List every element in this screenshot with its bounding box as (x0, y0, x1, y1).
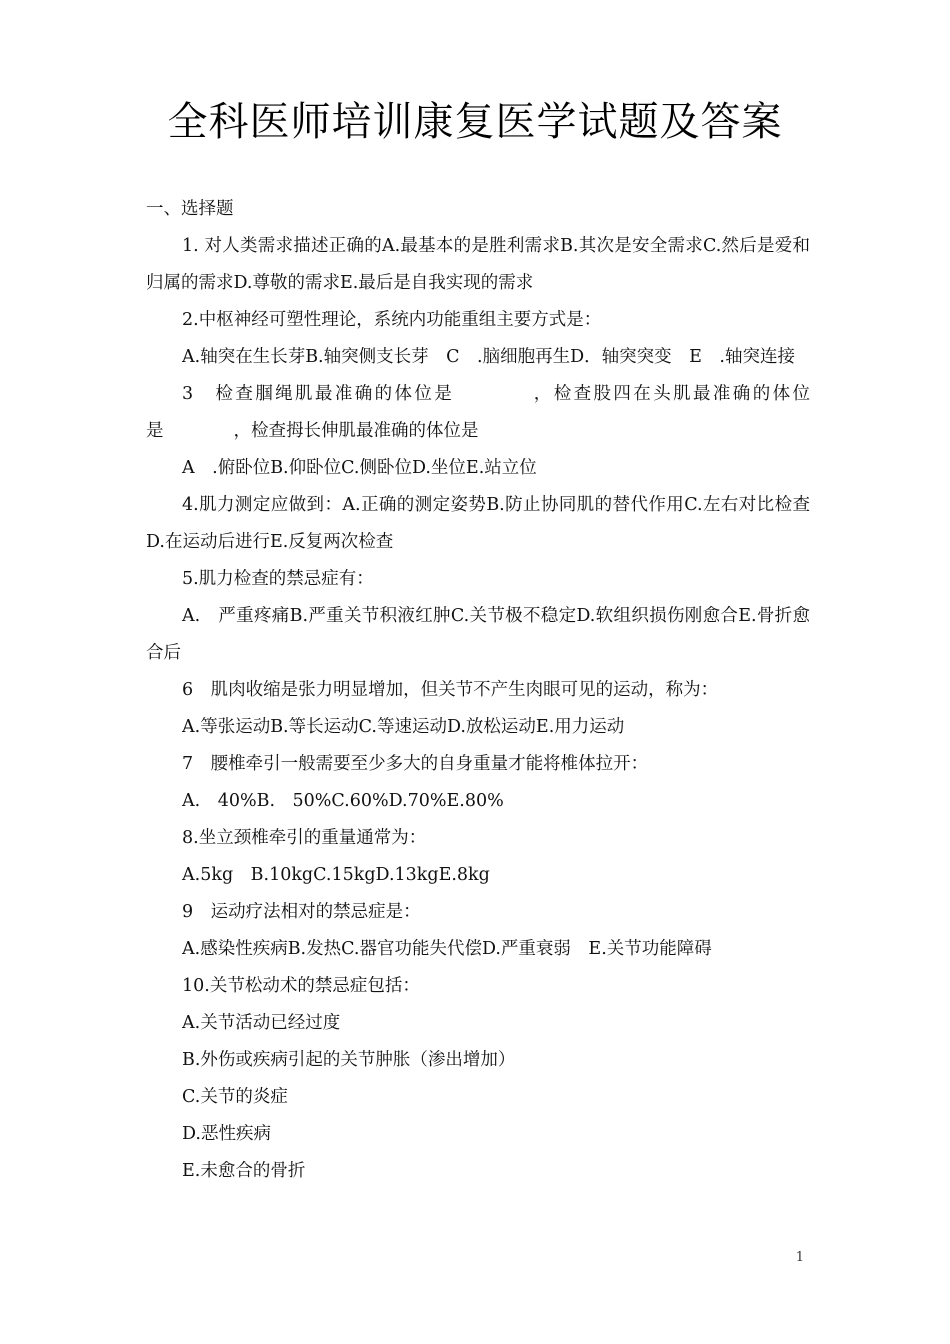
question-9-options: A.感染性疾病B.发热C.器官功能失代偿D.严重衰弱 E.关节功能障碍 (182, 939, 712, 959)
question-9: 9 运动疗法相对的禁忌症是： (182, 902, 421, 922)
question-10-option-b: B.外伤或疾病引起的关节肿胀（渗出增加） (182, 1050, 516, 1070)
section-heading: 一、选择题 (146, 199, 234, 219)
question-6: 6 肌肉收缩是张力明显增加，但关节不产生肉眼可见的运动，称为： (182, 680, 719, 700)
document-body (146, 191, 810, 1190)
question-10: 10.关节松动术的禁忌症包括： (182, 976, 420, 996)
question-10-option-d: D.恶性疾病 (182, 1124, 271, 1144)
question-10-option-e: E.未愈合的骨折 (182, 1161, 306, 1181)
question-3-options: A .俯卧位B.仰卧位C.侧卧位D.坐位E.站立位 (182, 458, 537, 478)
question-10-option-c: C.关节的炎症 (182, 1087, 288, 1107)
question-7: 7 腰椎牵引一般需要至少多大的自身重量才能将椎体拉开： (182, 754, 649, 774)
question-1: 1. 对人类需求描述正确的A.最基本的是胜利需求B.其次是安全需求C.然后是爱和归属的需求D.尊敬的需求E.最后是自我实现的需求 (146, 236, 810, 293)
question-5: 5.肌力检查的禁忌症有： (182, 569, 374, 589)
question-7-options: A. 40%B. 50%C.60%D.70%E.80% (182, 791, 504, 811)
question-5-options: A. 严重疼痛B.严重关节积液红肿C.关节极不稳定D.软组织损伤刚愈合E.骨折愈合后 (146, 606, 810, 663)
question-6-options: A.等张运动B.等长运动C.等速运动D.放松运动E.用力运动 (182, 717, 625, 737)
question-2: 2.中枢神经可塑性理论，系统内功能重组主要方式是： (182, 310, 602, 330)
question-4: 4.肌力测定应做到：A.正确的测定姿势B.防止协同肌的替代作用C.左右对比检查D.在运动后进行E.反复两次检查 (146, 495, 810, 552)
question-8: 8.坐立颈椎牵引的重量通常为： (182, 828, 427, 848)
document-title: 全科医师培训康复医学试题及答案 (167, 99, 783, 145)
question-2-options: A.轴突在生长芽B.轴突侧支长芽 C .脑细胞再生D．轴突突变 E .轴突连接 (182, 347, 795, 367)
question-3: 3 检查腘绳肌最准确的体位是 ，检查股四在头肌最准确的体位是 ，检查拇长伸肌最准确的体位是 (146, 384, 810, 441)
page-number: 1 (795, 1250, 804, 1265)
question-10-option-a: A.关节活动已经过度 (182, 1013, 341, 1033)
question-8-options: A.5kg B.10kgC.15kgD.13kgE.8kg (182, 865, 490, 885)
